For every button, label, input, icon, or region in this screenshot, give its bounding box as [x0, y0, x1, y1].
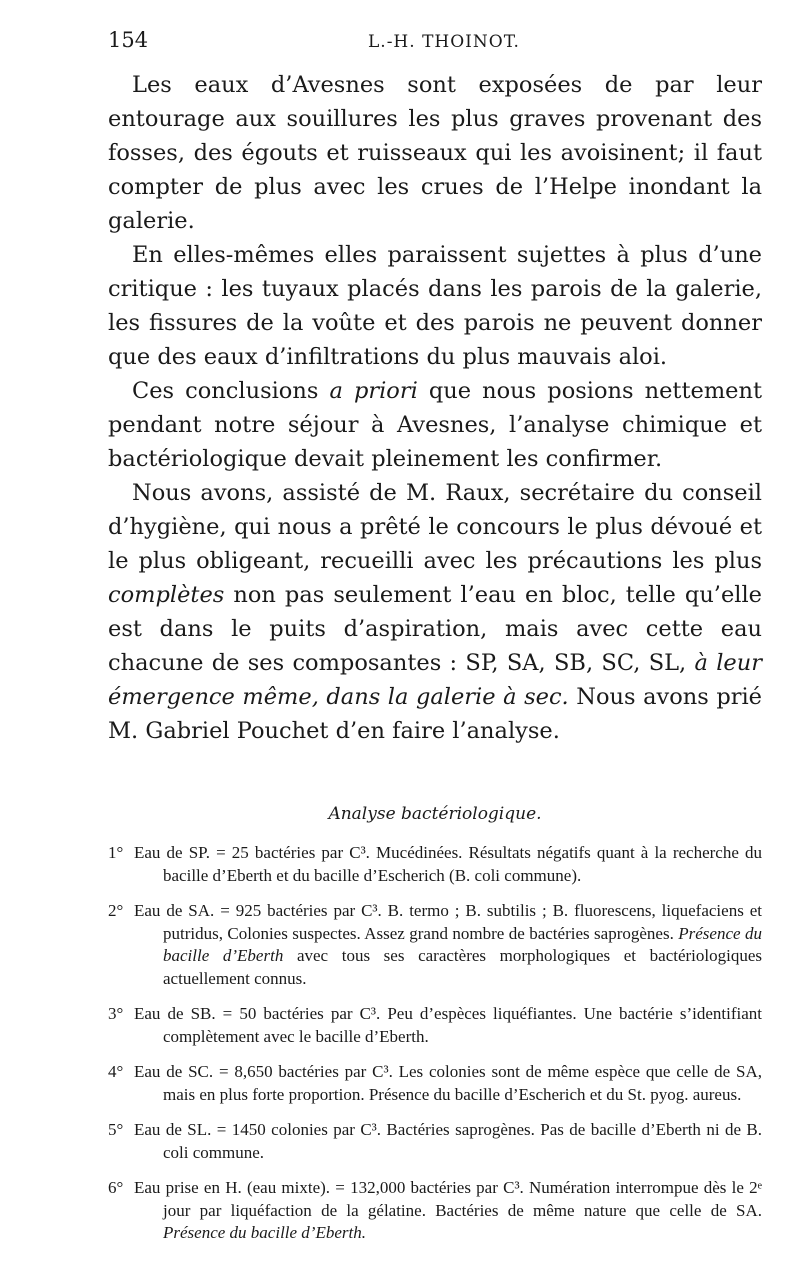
body-text — [108, 68, 762, 748]
paragraph-italic: complètes — [108, 582, 225, 608]
item-text: Eau de SB. = 50 bactéries par C³. Peu d’espèces liquéfiantes. Une bactérie s’identifiant complètement avec le bacille d’Eberth. — [134, 1004, 762, 1046]
item-number: 4° — [108, 1062, 124, 1081]
item-text: Eau prise en H. (eau mixte). = 132,000 bactéries par C³. Numération interrompue dès le 2ᵉ jour par liquéfaction de la gélatine. Bactéries de même nature que celle de SA. — [134, 1178, 762, 1220]
paragraph — [108, 476, 762, 748]
section-title: Analyse bactériologique. — [328, 804, 542, 824]
item-number: 5° — [108, 1120, 124, 1139]
analysis-item — [108, 842, 762, 887]
item-number: 6° — [108, 1178, 124, 1197]
analysis-item — [108, 1119, 762, 1164]
analysis-item — [108, 1003, 762, 1048]
page-header — [108, 28, 762, 62]
item-text: Eau de SL. = 1450 colonies par C³. Bactéries saprogènes. Pas de bacille d’Eberth ni de B. coli commune. — [134, 1120, 762, 1162]
item-number: 3° — [108, 1004, 124, 1023]
analysis-item — [108, 900, 762, 990]
item-text: avec tous ses caractères morphologiques et bactériologiques actuellement connus. — [163, 946, 762, 988]
analysis-list — [108, 842, 762, 1245]
paragraph-text: non pas seulement l’eau en bloc, telle qu’elle est dans le puits d’aspiration, mais avec cette eau chacune de ses composantes : SP, SA, SB, SC, SL, — [108, 582, 762, 676]
paragraph-italic: à leur émergence même, dans la galerie à sec. — [108, 650, 762, 710]
item-text: Eau de SP. = 25 bactéries par C³. Mucédinées. Résultats négatifs quant à la recherche du bacille d’Eberth et du bacille d’Escherich (B. coli commune). — [134, 843, 762, 885]
item-italic: Présence du bacille d’Eberth — [163, 923, 762, 965]
analysis-item — [108, 1061, 762, 1106]
paragraph-text: Ces conclusions — [132, 378, 330, 404]
running-head: L.-H. THOINOT. — [368, 32, 520, 52]
page-number: 154 — [108, 28, 149, 52]
paragraph — [108, 374, 762, 476]
item-italic: Présence du bacille d’Eberth. — [163, 1223, 366, 1242]
paragraph-italic: a priori — [329, 378, 418, 404]
paragraph-text: que nous posions nettement pendant notre séjour à Avesnes, l’analyse chimique et bactériologique devait pleinement les confirmer. — [108, 378, 763, 472]
item-text: Eau de SC. = 8,650 bactéries par C³. Les colonies sont de même espèce que celle de SA, mais en plus forte proportion. Présence du bacille d’Escherich et du St. pyog. aureus. — [134, 1062, 762, 1104]
paragraph: Les eaux d’Avesnes sont exposées de par leur entourage aux souillures les plus graves provenant des fosses, des égouts et ruisseaux qui les avoisinent; il faut compter de plus avec les crues de l’Helpe inondant la galerie. — [108, 72, 762, 234]
analysis-item — [108, 1177, 762, 1245]
item-number: 1° — [108, 843, 124, 862]
paragraph: En elles-mêmes elles paraissent sujettes à plus d’une critique : les tuyaux placés dans les parois de la galerie, les fissures de la voûte et des parois ne peuvent donner que des eaux d’infiltrations du plus mauvais aloi. — [108, 242, 762, 370]
paragraph-text: Nous avons, assisté de M. Raux, secrétaire du conseil d’hygiène, qui nous a prêté le concours le plus dévoué et le plus obligeant, recueilli avec les précautions les plus — [108, 480, 762, 574]
paragraph-text: Nous avons prié M. Gabriel Pouchet d’en faire l’analyse. — [108, 684, 763, 744]
item-number: 2° — [108, 901, 124, 920]
item-text: Eau de SA. = 925 bactéries par C³. B. termo ; B. subtilis ; B. fluorescens, liquefaciens et putridus, Colonies suspectes. Assez grand nombre de bactéries saprogènes. — [134, 901, 762, 943]
